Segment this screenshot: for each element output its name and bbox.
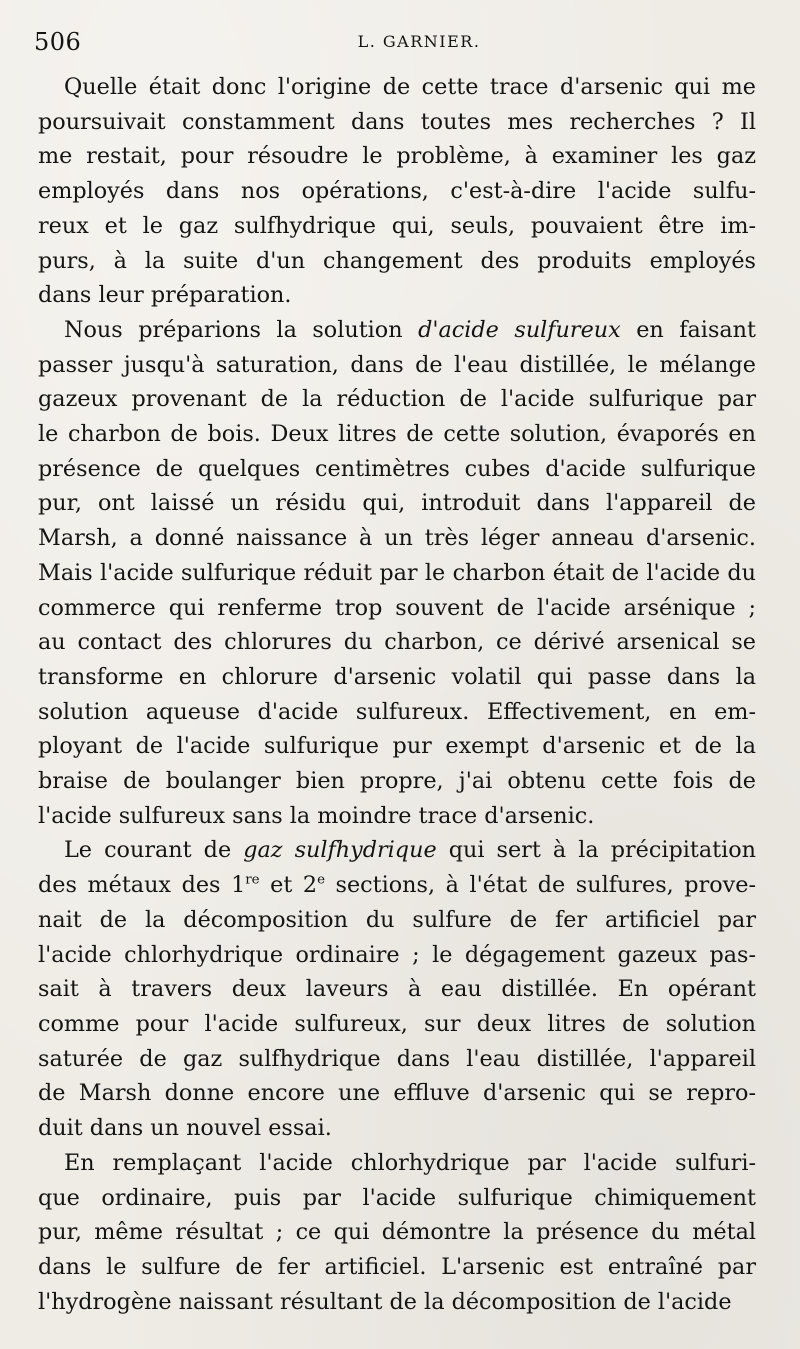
text-line: dans le sulfure de fer artificiel. L'arsenic est entraîné par — [38, 1253, 756, 1280]
page-header — [34, 28, 764, 58]
text-line: ployant de l'acide sulfurique pur exempt d'arsenic et de la — [38, 733, 756, 760]
text-line: commerce qui renferme trop souvent de l'acide arsénique ; — [38, 594, 756, 621]
text-line: Marsh, a donné naissance à un très léger anneau d'arsenic. — [38, 525, 756, 552]
text-line: reux et le gaz sulfhydrique qui, seuls, pouvaient être im- — [38, 212, 756, 239]
text-run: Nous préparions la solution — [64, 316, 419, 343]
paragraph — [38, 1146, 756, 1320]
italic-term: gaz sulfhydrique — [243, 837, 437, 864]
text-line: poursuivait constamment dans toutes mes recherches ? Il — [38, 108, 756, 135]
text-line: transforme en chlorure d'arsenic volatil qui passe dans la — [38, 663, 756, 690]
text-line: sait à travers deux laveurs à eau distillée. En opérant — [38, 976, 756, 1003]
paragraph — [38, 313, 756, 834]
text-run: des métaux des 1 — [38, 872, 246, 899]
text-line: que ordinaire, puis par l'acide sulfurique chimiquement — [38, 1184, 756, 1211]
text-line: pur, ont laissé un résidu qui, introduit dans l'appareil de — [38, 490, 756, 517]
text-line: me restait, pour résoudre le problème, à examiner les gaz — [38, 143, 756, 170]
superscript: e — [317, 872, 325, 888]
text-run: sections, à l'état de sulfures, prove- — [324, 872, 756, 899]
text-line — [38, 833, 756, 868]
text-run: et 2 — [259, 872, 318, 899]
italic-term: d'acide sulfureux — [418, 316, 621, 343]
text-line: présence de quelques centimètres cubes d'acide sulfurique — [38, 455, 756, 482]
text-line: nait de la décomposition du sulfure de fer artificiel par — [38, 906, 756, 933]
text-line: gazeux provenant de la réduction de l'acide sulfurique par — [38, 386, 756, 413]
text-line: solution aqueuse d'acide sulfureux. Effectivement, en em- — [38, 698, 756, 725]
text-line: employés dans nos opérations, c'est-à-dire l'acide sulfu- — [38, 178, 756, 205]
text-line: de Marsh donne encore une effluve d'arsenic qui se repro- — [38, 1080, 756, 1107]
text-run: qui sert à la précipitation — [436, 837, 756, 864]
text-line — [38, 313, 756, 348]
text-line: purs, à la suite d'un changement des produits employés — [38, 247, 756, 274]
superscript: re — [245, 872, 260, 888]
page-number: 506 — [34, 28, 82, 56]
running-head: L. GARNIER. — [357, 32, 481, 51]
text-line: comme pour l'acide sulfureux, sur deux litres de solution — [38, 1010, 756, 1037]
text-line: l'acide chlorhydrique ordinaire ; le dégagement gazeux pas- — [38, 941, 756, 968]
text-line: braise de boulanger bien propre, j'ai obtenu cette fois de — [38, 768, 756, 795]
text-line: saturée de gaz sulfhydrique dans l'eau distillée, l'appareil — [38, 1045, 756, 1072]
text-line: pur, même résultat ; ce qui démontre la présence du métal — [38, 1219, 756, 1246]
text-run: Le courant de — [64, 837, 244, 864]
text-line: l'acide sulfureux sans la moindre trace d'arsenic. — [38, 802, 595, 829]
body-text — [38, 70, 756, 1319]
text-line: passer jusqu'à saturation, dans de l'eau distillée, le mélange — [38, 351, 756, 378]
text-line: l'hydrogène naissant résultant de la décomposition de l'acide — [38, 1288, 732, 1315]
paragraph — [38, 70, 756, 313]
paragraph — [38, 833, 756, 1145]
text-line — [38, 868, 756, 903]
text-line: dans leur préparation. — [38, 282, 292, 309]
text-run: en faisant — [620, 316, 756, 343]
text-line: Quelle était donc l'origine de cette trace d'arsenic qui me — [64, 74, 756, 100]
text-line: Mais l'acide sulfurique réduit par le charbon était de l'acide du — [38, 559, 756, 586]
text-line: le charbon de bois. Deux litres de cette solution, évaporés en — [38, 421, 756, 448]
text-line: En remplaçant l'acide chlorhydrique par l'acide sulfuri- — [64, 1149, 756, 1176]
text-line: duit dans un nouvel essai. — [38, 1115, 332, 1142]
text-line: au contact des chlorures du charbon, ce dérivé arsenical se — [38, 629, 756, 656]
